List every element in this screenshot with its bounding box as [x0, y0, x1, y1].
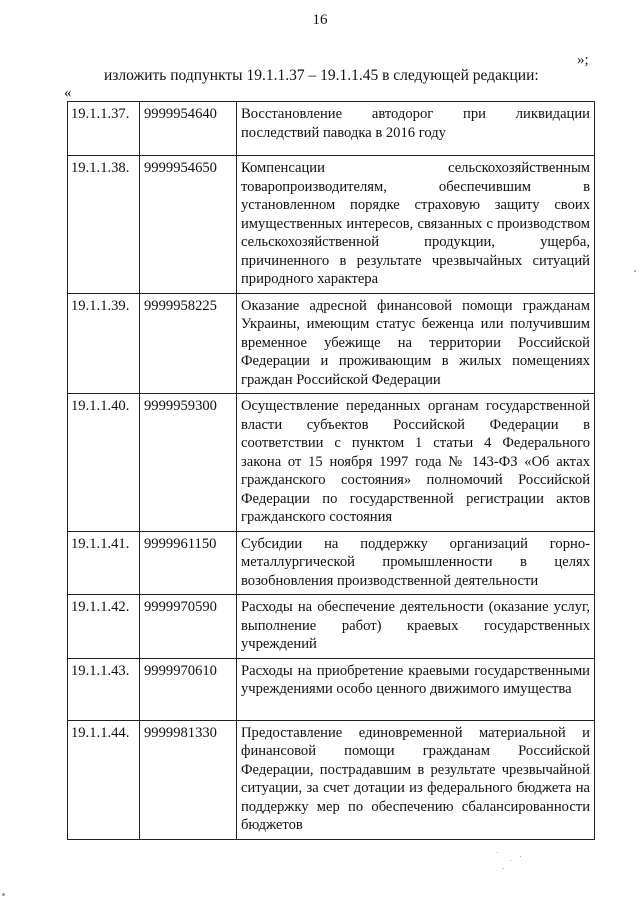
table-row: [68, 531, 595, 595]
scan-speck: [503, 868, 504, 869]
table-row: [68, 156, 595, 294]
row-number: 19.1.1.39.: [68, 293, 140, 394]
row-number: 19.1.1.38.: [68, 156, 140, 294]
table-row: [68, 658, 595, 720]
row-description: Восстановление автодорог при ликвидации последствий паводка в 2016 году: [237, 102, 595, 156]
page-number: 16: [312, 12, 328, 28]
row-description: Субсидии на поддержку организаций горно-металлургической промышленности в целях возобновления производственной деятельности: [237, 531, 595, 595]
scan-speck: [634, 270, 636, 272]
opening-quote: «: [64, 85, 72, 101]
table-row: [68, 293, 595, 394]
row-description: Компенсации сельскохозяйственным товаропроизводителям, обеспечившим в установленном порядке страховую защиту своих имущественных интересов, связанных с производством сельскохозяйственной продукции, ущерба, причиненного в результате чрезвычайных ситуаций природного характера: [237, 156, 595, 294]
row-code: 9999970590: [140, 595, 237, 659]
row-description: Оказание адресной финансовой помощи гражданам Украины, имеющим статус беженца или получившим временное убежище на территории Российской Федерации и проживающим в жилых помещениях граждан Российской Федерации: [237, 293, 595, 394]
row-code: 9999961150: [140, 531, 237, 595]
scan-speck: [510, 860, 511, 861]
row-description: Предоставление единовременной материальной и финансовой помощи гражданам Российской Федерации, пострадавшим в результате чрезвычайной ситуации, за счет дотации из федерального бюджета на поддержку мер по обеспечению сбалансированности бюджетов: [237, 720, 595, 839]
row-code: 9999958225: [140, 293, 237, 394]
row-number: 19.1.1.44.: [68, 720, 140, 839]
row-code: 9999981330: [140, 720, 237, 839]
table-row: [68, 595, 595, 659]
row-number: 19.1.1.41.: [68, 531, 140, 595]
row-number: 19.1.1.37.: [68, 102, 140, 156]
row-code: 9999970610: [140, 658, 237, 720]
row-description: Расходы на обеспечение деятельности (оказание услуг, выполнение работ) краевых государственных учреждений: [237, 595, 595, 659]
budget-codes-table: [67, 101, 595, 840]
intro-text: изложить подпункты 19.1.1.37 – 19.1.1.45 в следующей редакции:: [104, 67, 539, 84]
closing-quote: »;: [577, 52, 589, 68]
row-number: 19.1.1.40.: [68, 394, 140, 532]
table-row: [68, 394, 595, 532]
scan-speck: [520, 856, 521, 857]
table-row: [68, 102, 595, 156]
scan-speck: [2, 893, 5, 896]
table-row: [68, 720, 595, 839]
row-description: Расходы на приобретение краевыми государственными учреждениями особо ценного движимого имущества: [237, 658, 595, 720]
row-code: 9999959300: [140, 394, 237, 532]
row-number: 19.1.1.43.: [68, 658, 140, 720]
row-code: 9999954640: [140, 102, 237, 156]
row-number: 19.1.1.42.: [68, 595, 140, 659]
scan-speck: [497, 852, 498, 853]
row-code: 9999954650: [140, 156, 237, 294]
row-description: Осуществление переданных органам государственной власти субъектов Российской Федерации в соответствии с пунктом 1 статьи 4 Федерального закона от 15 ноября 1997 года № 143-ФЗ «Об актах гражданского состояния» полномочий Российской Федерации по государственной регистрации актов гражданского состояния: [237, 394, 595, 532]
